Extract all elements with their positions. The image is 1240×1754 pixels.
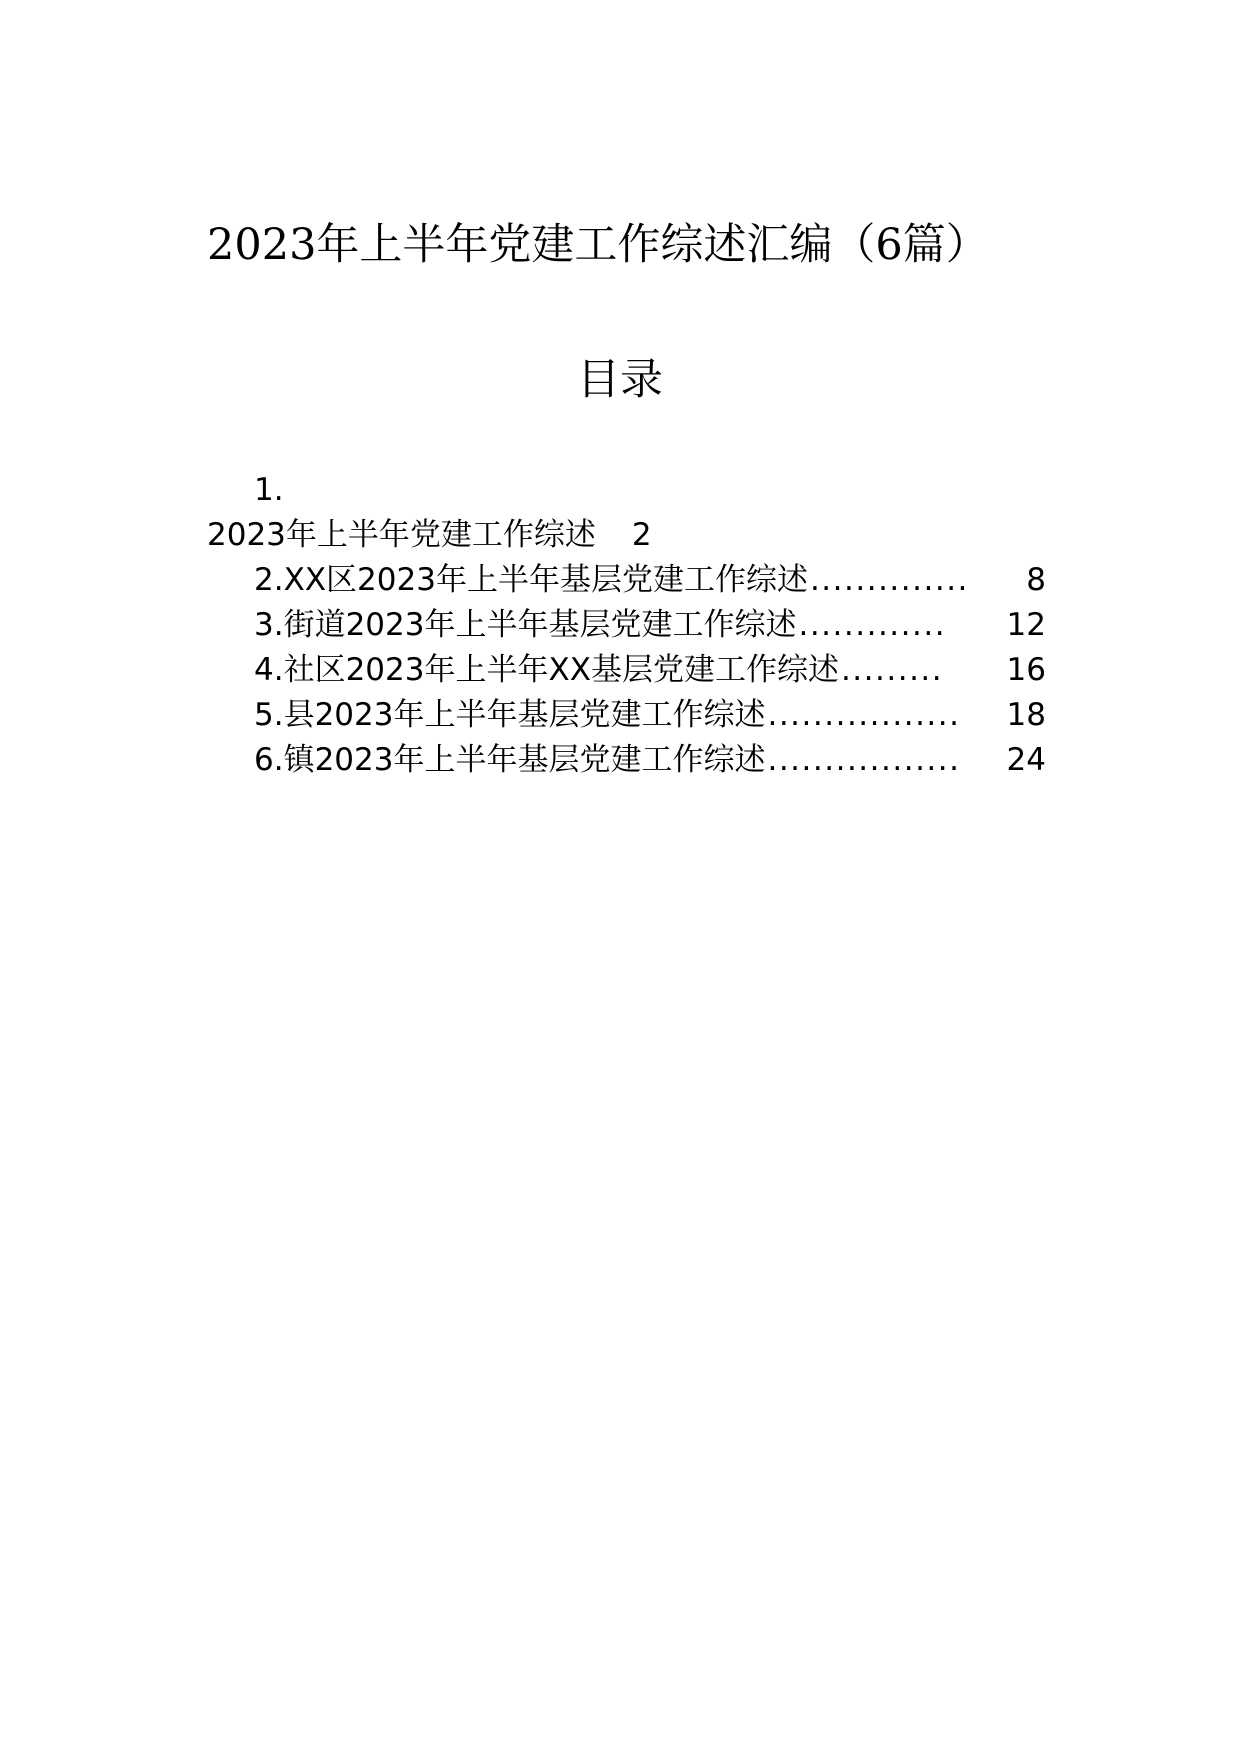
toc-entry-1-page: 2 — [631, 517, 652, 553]
toc-entry-4-label: 4.社区2023年上半年XX基层党建工作综述 — [254, 652, 839, 688]
toc-entry-2-label: 2.XX区2023年上半年基层党建工作综述 — [254, 562, 808, 598]
toc-entry-6-leader: ................. — [767, 742, 961, 778]
toc-entry-6-page: 24 — [1006, 742, 1046, 778]
toc-entry-6-label: 6.镇2023年上半年基层党建工作综述 — [254, 742, 766, 778]
toc-entry-5-page: 18 — [1006, 697, 1046, 733]
toc-entry-4[interactable] — [254, 650, 1046, 690]
toc-entry-1-label: 2023年上半年党建工作综述 — [207, 517, 596, 553]
toc-entry-1[interactable] — [207, 515, 652, 555]
toc-entry-2-leader: .............. — [809, 562, 969, 598]
toc-entry-6[interactable] — [254, 740, 1046, 780]
toc-entry-3-page: 12 — [1006, 607, 1046, 643]
document-title: 2023年上半年党建工作综述汇编（6篇） — [207, 220, 989, 270]
toc-entry-5-label: 5.县2023年上半年基层党建工作综述 — [254, 697, 766, 733]
toc-entry-3-leader: ............. — [798, 607, 947, 643]
toc-entry-4-leader: ......... — [840, 652, 944, 688]
toc-entry-1-number[interactable]: 1. — [254, 472, 284, 508]
toc-entry-3-label: 3.街道2023年上半年基层党建工作综述 — [254, 607, 797, 643]
toc-entry-5[interactable] — [254, 695, 1046, 735]
toc-entry-2[interactable] — [254, 560, 1046, 600]
toc-entry-2-page: 8 — [1026, 562, 1046, 598]
toc-entry-4-page: 16 — [1006, 652, 1046, 688]
toc-entry-3[interactable] — [254, 605, 1046, 645]
toc-entry-5-leader: ................. — [767, 697, 961, 733]
toc-heading: 目录 — [577, 355, 663, 405]
table-of-contents — [0, 0, 1240, 800]
